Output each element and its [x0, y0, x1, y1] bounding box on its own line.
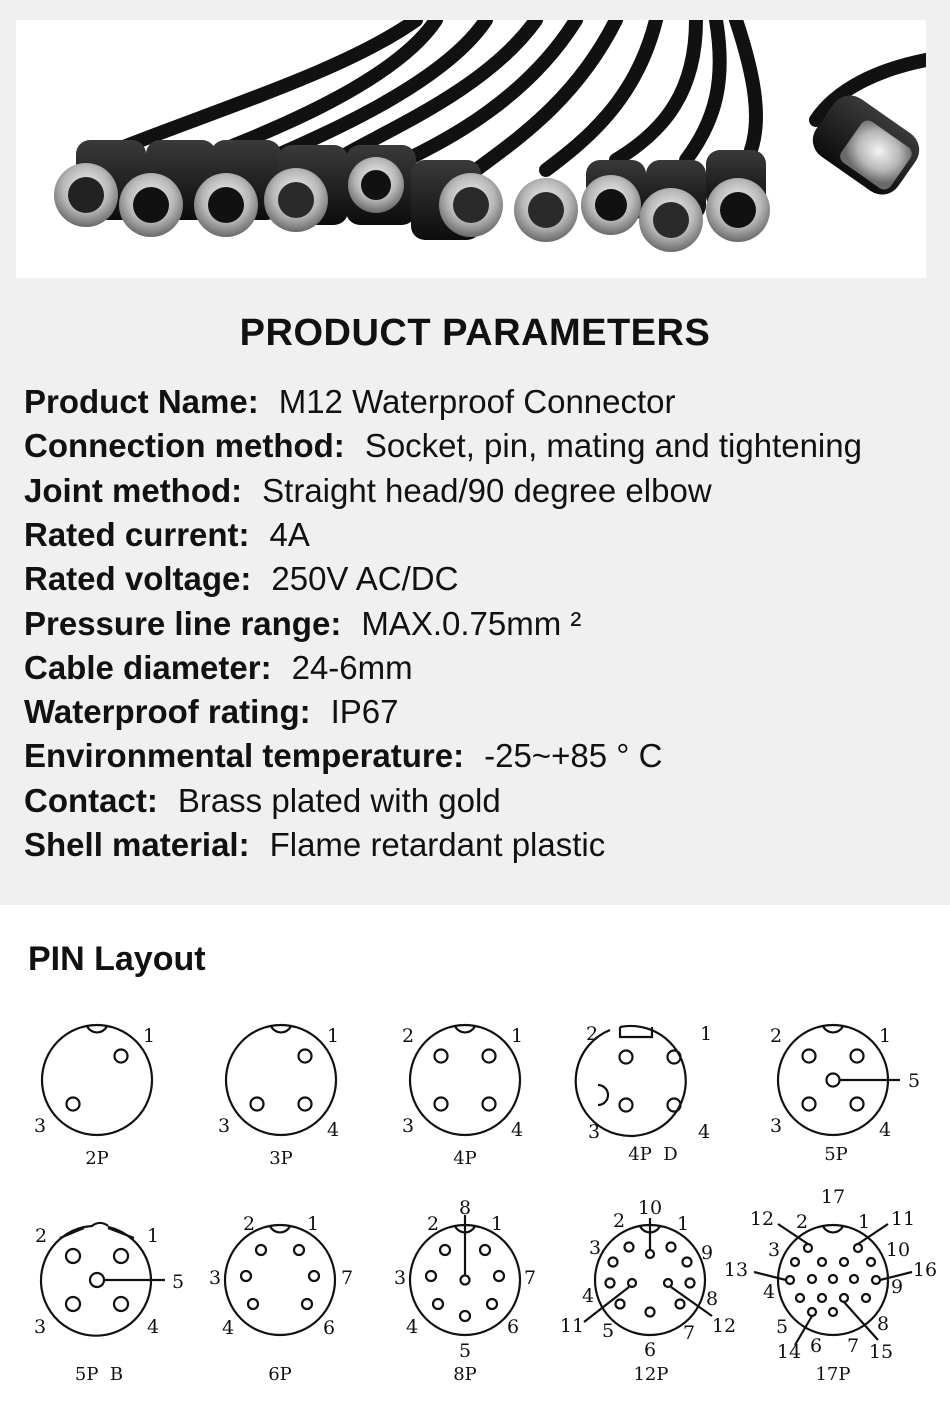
svg-text:12: 12 — [711, 1315, 737, 1337]
svg-text:4: 4 — [326, 1119, 340, 1141]
parameter-label: Pressure line range: — [24, 604, 342, 642]
svg-text:2: 2 — [34, 1225, 48, 1247]
parameter-label: Joint method: — [24, 471, 243, 509]
pin-layout-title: PIN Layout — [28, 940, 206, 978]
svg-text:7: 7 — [846, 1335, 860, 1357]
svg-text:4: 4 — [510, 1119, 524, 1141]
svg-text:6: 6 — [322, 1317, 336, 1339]
svg-text:5: 5 — [458, 1340, 472, 1362]
parameter-value: IP67 — [330, 693, 399, 731]
svg-text:2: 2 — [769, 1025, 783, 1047]
svg-text:15: 15 — [868, 1341, 894, 1363]
pin-caption: 5P B — [74, 1364, 124, 1385]
svg-text:4: 4 — [581, 1285, 595, 1307]
svg-text:4: 4 — [762, 1281, 776, 1303]
parameter-label: Environmental temperature: — [24, 737, 465, 775]
parameter-label: Contact: — [24, 781, 158, 819]
parameter-value: -25~+85 ° C — [484, 737, 663, 775]
svg-text:5: 5 — [171, 1271, 185, 1293]
svg-text:9: 9 — [890, 1276, 904, 1298]
svg-text:3: 3 — [401, 1115, 415, 1137]
svg-text:12: 12 — [749, 1208, 775, 1230]
svg-text:2: 2 — [426, 1213, 440, 1235]
svg-text:14: 14 — [776, 1341, 802, 1363]
svg-text:13: 13 — [723, 1259, 749, 1281]
parameter-value: Socket, pin, mating and tightening — [364, 427, 862, 465]
svg-text:8: 8 — [705, 1288, 719, 1310]
parameter-label: Connection method: — [24, 427, 345, 465]
svg-text:2: 2 — [242, 1213, 256, 1235]
parameter-label: Rated current: — [24, 515, 250, 553]
parameter-value: M12 Waterproof Connector — [278, 383, 676, 420]
pin-caption: 6P — [268, 1364, 292, 1385]
svg-text:10: 10 — [637, 1197, 663, 1219]
svg-text:17: 17 — [820, 1186, 846, 1208]
pin-caption: 4P — [453, 1148, 477, 1169]
svg-text:3: 3 — [393, 1267, 407, 1289]
svg-text:1: 1 — [142, 1025, 156, 1047]
svg-text:1: 1 — [510, 1025, 524, 1047]
page-title: PRODUCT PARAMETERS — [239, 312, 711, 354]
svg-text:2: 2 — [401, 1025, 415, 1047]
svg-text:5: 5 — [601, 1320, 615, 1342]
svg-text:4: 4 — [221, 1317, 235, 1339]
svg-text:3: 3 — [217, 1115, 231, 1137]
svg-text:1: 1 — [306, 1213, 320, 1235]
svg-text:3: 3 — [588, 1237, 602, 1259]
svg-text:11: 11 — [890, 1208, 916, 1230]
svg-text:1: 1 — [878, 1025, 892, 1047]
svg-text:5: 5 — [907, 1070, 921, 1092]
svg-text:4: 4 — [146, 1316, 160, 1338]
parameter-value: 24-6mm — [291, 648, 413, 686]
svg-text:10: 10 — [885, 1239, 911, 1261]
svg-text:1: 1 — [857, 1211, 871, 1233]
pin-caption: 17P — [815, 1364, 851, 1385]
parameter-value: MAX.0.75mm ² — [361, 604, 582, 642]
svg-text:6: 6 — [506, 1316, 520, 1338]
svg-text:3: 3 — [587, 1121, 601, 1143]
svg-text:2: 2 — [795, 1211, 809, 1233]
parameter-value: Brass plated with gold — [177, 781, 501, 819]
parameter-label: Shell material: — [24, 826, 250, 863]
parameter-value: Flame retardant plastic — [269, 826, 606, 863]
svg-text:6: 6 — [643, 1339, 657, 1361]
pin-diagram-3p — [226, 1025, 336, 1135]
svg-text:1: 1 — [146, 1225, 160, 1247]
svg-text:16: 16 — [912, 1259, 938, 1281]
pin-diagram-12p — [581, 1218, 712, 1335]
svg-text:1: 1 — [676, 1213, 690, 1235]
parameter-label: Cable diameter: — [24, 648, 272, 686]
pin-caption: 2P — [85, 1148, 109, 1169]
svg-text:8: 8 — [458, 1197, 472, 1219]
pin-caption: 3P — [269, 1148, 293, 1169]
svg-text:8: 8 — [876, 1313, 890, 1335]
svg-text:5: 5 — [775, 1316, 789, 1338]
pin-diagram-6p — [225, 1225, 335, 1335]
parameter-value: Straight head/90 degree elbow — [262, 471, 712, 509]
svg-text:11: 11 — [559, 1315, 585, 1337]
pin-diagram-2p — [42, 1025, 152, 1135]
svg-text:7: 7 — [682, 1322, 696, 1344]
svg-text:3: 3 — [767, 1239, 781, 1261]
svg-text:3: 3 — [208, 1267, 222, 1289]
pin-diagram-4p — [410, 1025, 520, 1135]
svg-text:9: 9 — [700, 1242, 714, 1264]
pin-caption: 8P — [453, 1364, 477, 1385]
pin-caption: 5P — [824, 1144, 848, 1165]
svg-text:3: 3 — [33, 1316, 47, 1338]
svg-text:4: 4 — [697, 1121, 711, 1143]
svg-text:6: 6 — [809, 1335, 823, 1357]
parameter-label: Waterproof rating: — [24, 693, 311, 731]
parameter-label: Rated voltage: — [24, 560, 252, 598]
parameter-label: Product Name: — [24, 383, 259, 420]
pin-caption: 12P — [633, 1364, 669, 1385]
svg-text:7: 7 — [340, 1267, 354, 1289]
parameter-value: 4A — [269, 515, 310, 553]
svg-text:3: 3 — [33, 1115, 47, 1137]
pin-caption: 4P D — [628, 1144, 678, 1165]
svg-text:1: 1 — [699, 1023, 713, 1045]
svg-text:7: 7 — [523, 1267, 537, 1289]
svg-text:1: 1 — [326, 1025, 340, 1047]
svg-text:2: 2 — [612, 1210, 626, 1232]
svg-text:1: 1 — [490, 1213, 504, 1235]
svg-text:4: 4 — [878, 1119, 892, 1141]
svg-text:2: 2 — [585, 1023, 599, 1045]
parameter-value: 250V AC/DC — [271, 560, 459, 598]
svg-text:4: 4 — [405, 1316, 419, 1338]
svg-text:3: 3 — [769, 1115, 783, 1137]
